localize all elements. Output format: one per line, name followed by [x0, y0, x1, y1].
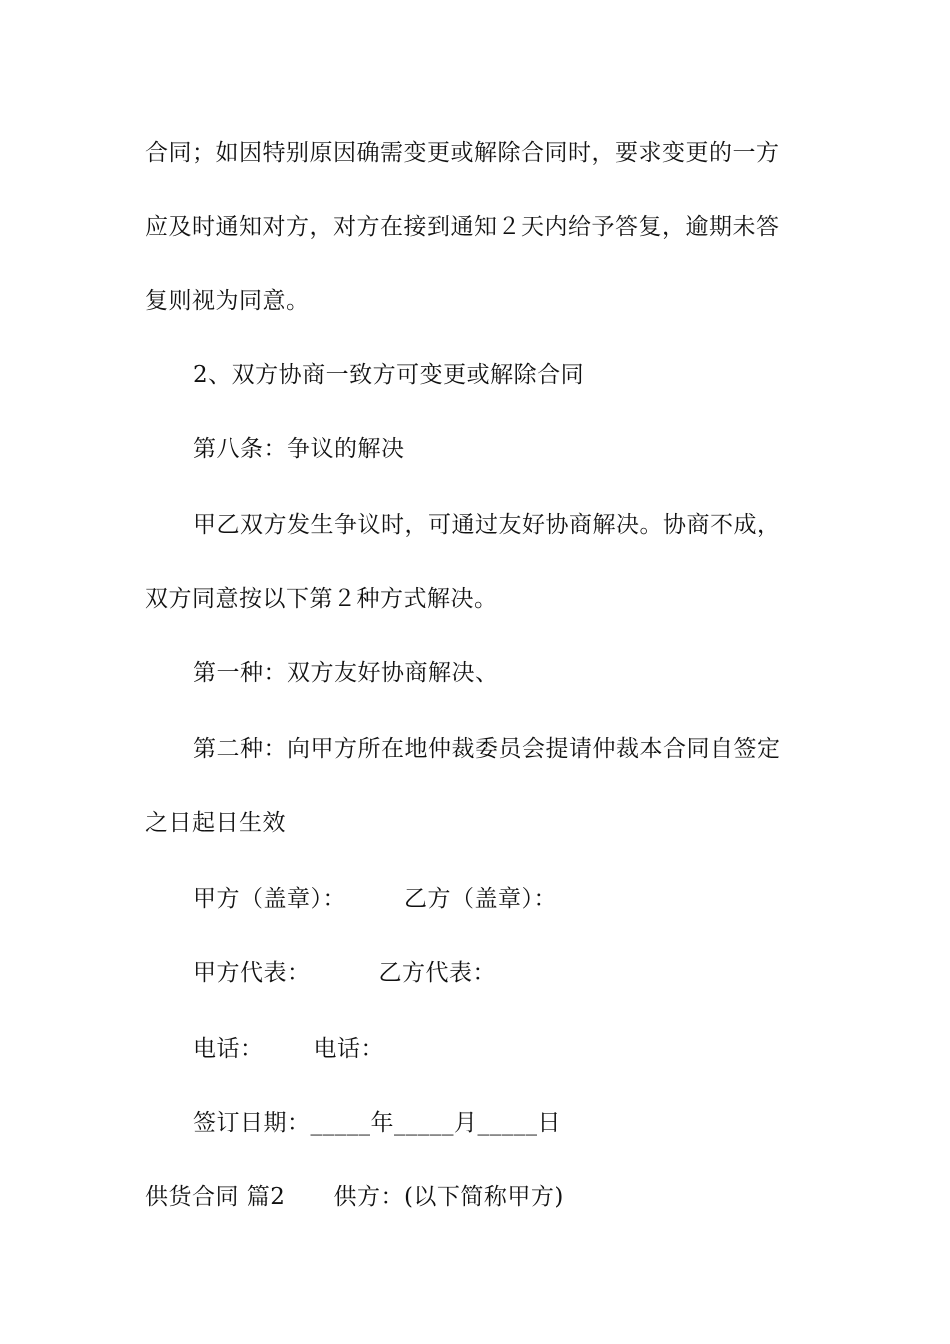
- phone-a-label: 电话：: [193, 1036, 264, 1062]
- paragraph-line: 合同；如因特别原因确需变更或解除合同时，要求变更的一方: [145, 140, 780, 166]
- option-line: 第一种：双方友好协商解决、: [193, 660, 499, 686]
- clause-item: 2、双方协商一致方可变更或解除合同: [193, 362, 585, 388]
- paragraph-line: 甲乙双方发生争议时，可通过友好协商解决。协商不成，: [193, 512, 781, 538]
- paragraph-line: 之日起日生效: [145, 810, 286, 836]
- party-b-rep-label: 乙方代表：: [378, 960, 496, 986]
- option-line: 第二种：向甲方所在地仲裁委员会提请仲裁本合同自签定: [193, 736, 781, 762]
- paragraph-line: 复则视为同意。: [145, 288, 310, 314]
- phone-b-label: 电话：: [313, 1036, 384, 1062]
- article-heading: 第八条：争议的解决: [193, 436, 405, 462]
- phone-line: [193, 1034, 873, 1064]
- party-a-seal-label: 甲方（盖章）：: [193, 886, 346, 912]
- party-a-rep-label: 甲方代表：: [193, 960, 311, 986]
- next-section-line: [145, 1182, 825, 1212]
- paragraph-line: 双方同意按以下第２种方式解决。: [145, 586, 498, 612]
- supplier-label: 供方：(以下简称甲方): [333, 1184, 564, 1210]
- sign-date-line: 签订日期：_____年_____月_____日: [193, 1110, 561, 1136]
- paragraph-line: 应及时通知对方，对方在接到通知２天内给予答复，逾期未答: [145, 214, 780, 240]
- representative-line: [193, 958, 873, 988]
- party-b-seal-label: 乙方（盖章）：: [404, 886, 557, 912]
- seal-line: [193, 884, 873, 914]
- section-title: 供货合同 篇2: [145, 1184, 286, 1210]
